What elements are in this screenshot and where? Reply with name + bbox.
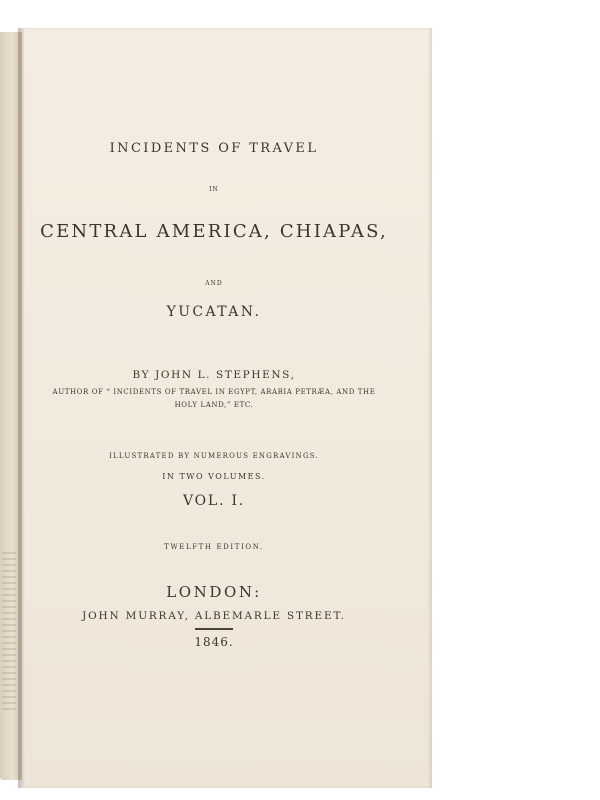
title-line-central-america: CENTRAL AMERICA, CHIAPAS, — [40, 221, 388, 242]
volume-number: VOL. I. — [182, 493, 246, 509]
title-line-in: IN — [209, 186, 219, 193]
open-book — [0, 28, 432, 788]
author-credit-line-1: AUTHOR OF “ INCIDENTS OF TRAVEL IN EGYPT, ARABIA PETRÆA, AND THE — [52, 388, 376, 396]
title-line-yucatan: YUCATAN. — [166, 304, 262, 320]
title-line-and: AND — [205, 280, 223, 287]
title-line-incidents: INCIDENTS OF TRAVEL — [109, 141, 319, 156]
author-line: BY JOHN L. STEPHENS, — [132, 369, 296, 381]
edition-line: TWELFTH EDITION. — [164, 543, 264, 551]
imprint-year: 1846. — [194, 635, 234, 649]
illustrated-line: ILLUSTRATED BY NUMEROUS ENGRAVINGS. — [109, 452, 319, 460]
imprint-city: LONDON: — [166, 583, 262, 601]
imprint-rule — [195, 628, 233, 630]
volumes-line: IN TWO VOLUMES. — [162, 472, 266, 481]
author-credit-line-2: HOLY LAND,” ETC. — [174, 401, 254, 409]
imprint-publisher: JOHN MURRAY, ALBEMARLE STREET. — [82, 610, 346, 622]
title-page — [24, 28, 432, 788]
facing-page-engraving-edge — [2, 552, 16, 712]
